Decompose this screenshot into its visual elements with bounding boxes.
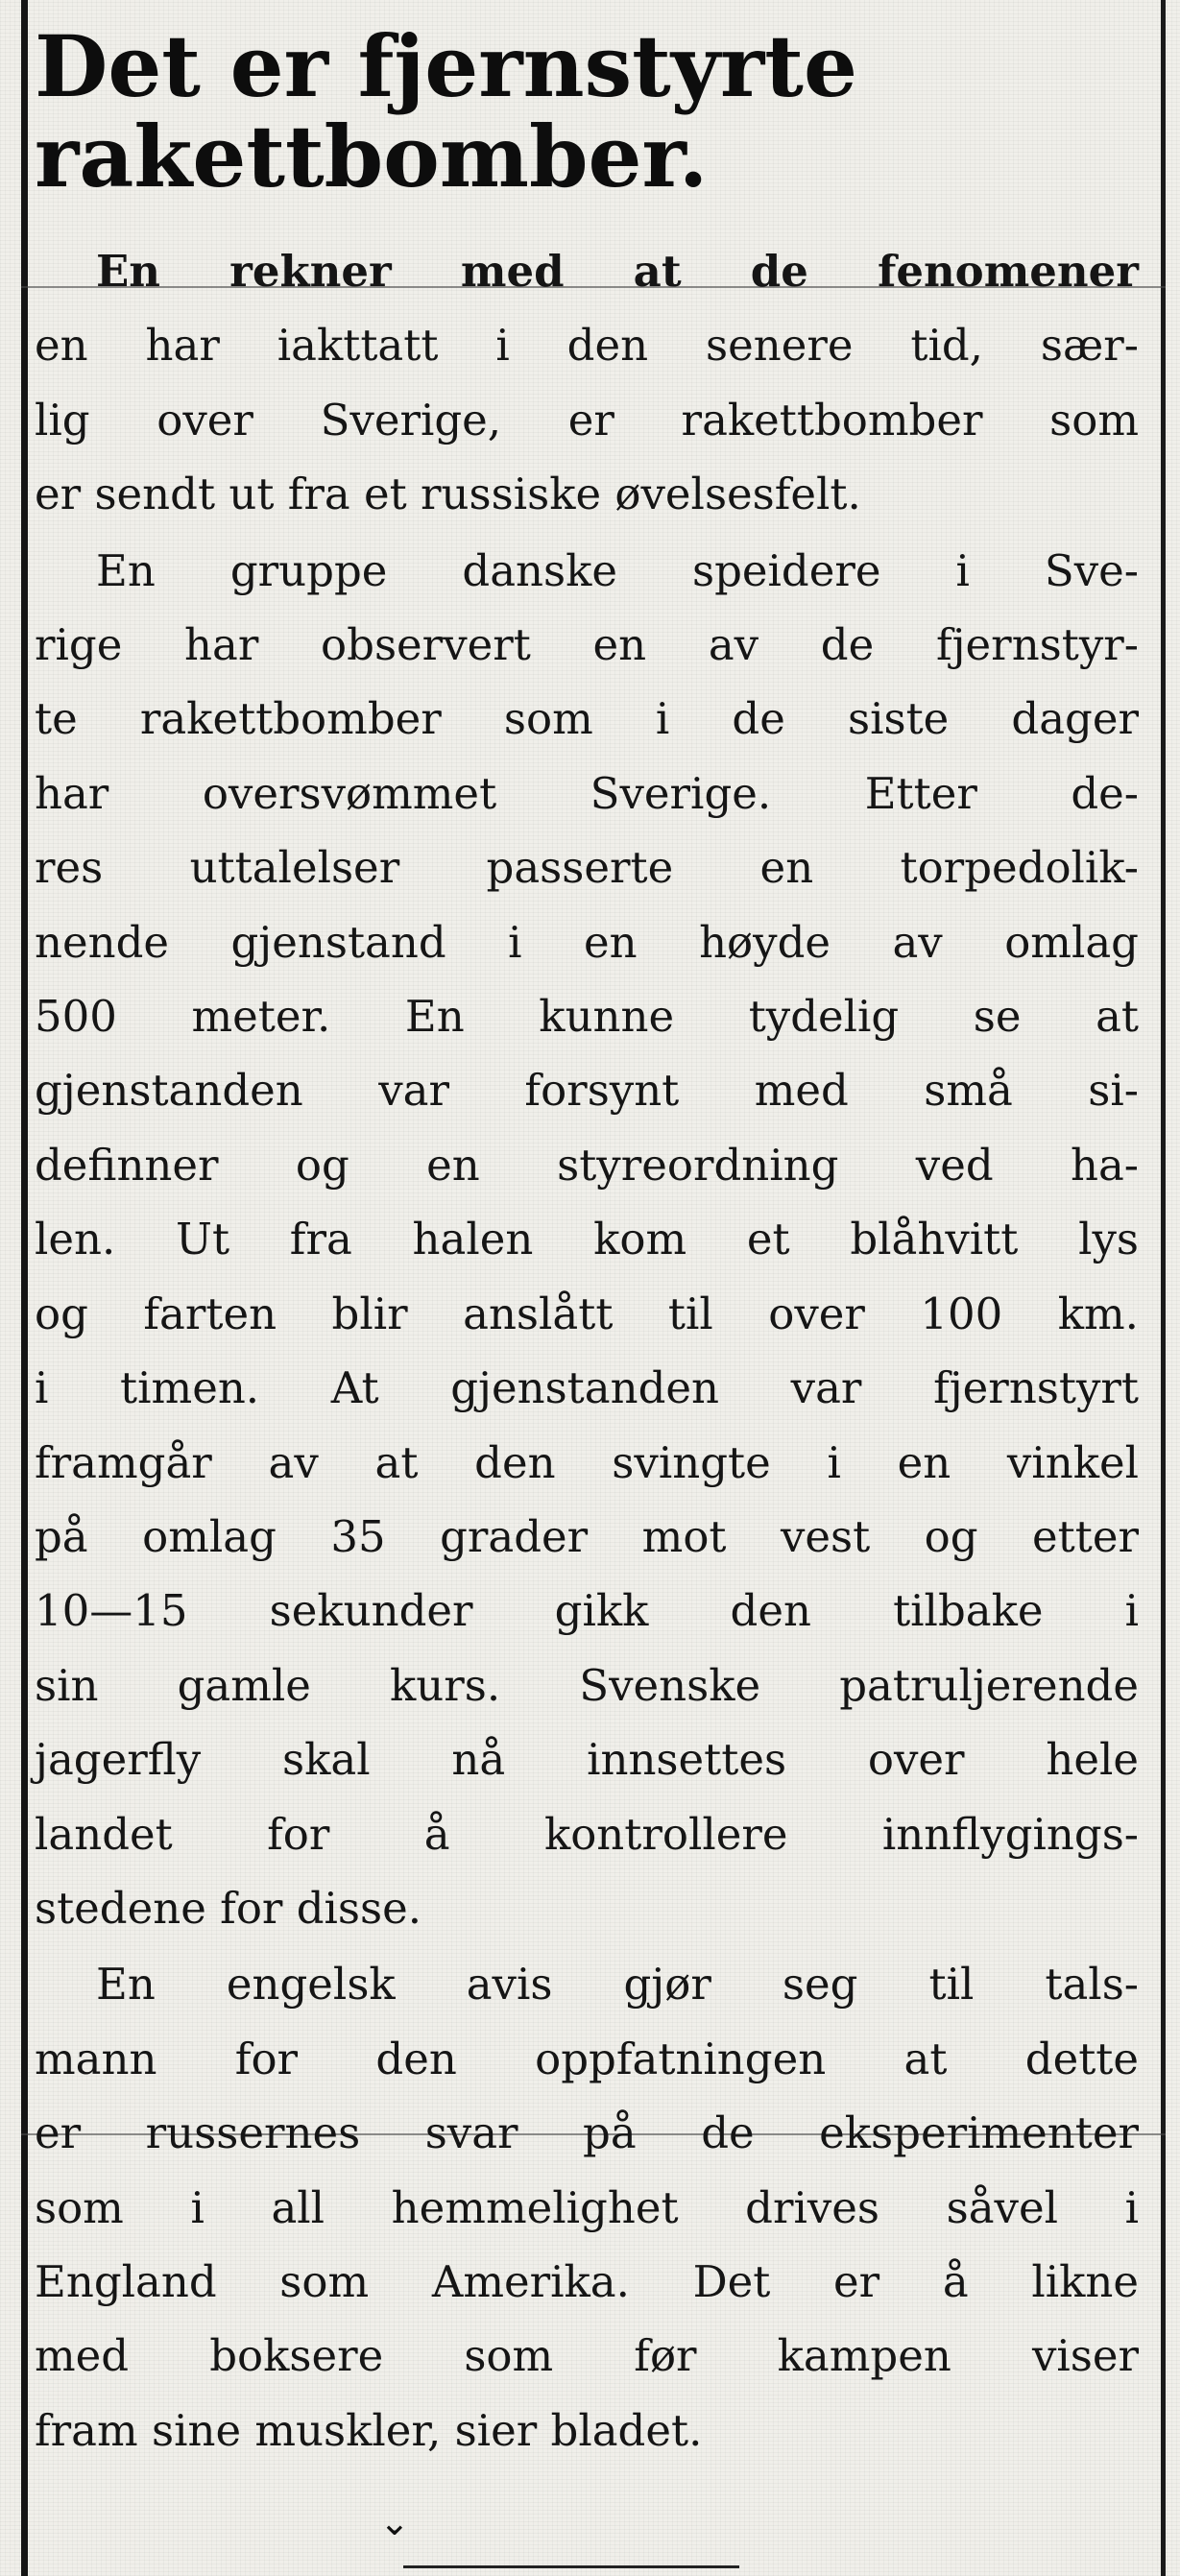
paragraph-english-paper (35, 1947, 1139, 2468)
headline-line: rakettbomber. (35, 107, 709, 206)
text-line: En gruppe danske speidere i Sve- (96, 544, 1139, 596)
text-line: En engelsk avis gjør seg til tals- (96, 1959, 1139, 2010)
text-line: En rekner med at de fenomener (96, 246, 1139, 297)
text-line: jagerfly skal nå innsettes over hele (35, 1734, 1139, 1786)
text-line: lig over Sverige, er rakettbomber som (35, 394, 1139, 445)
text-line: framgår av at den svingte i en vinkel (35, 1436, 1139, 1488)
text-line: te rakettbomber som i de siste dager (35, 693, 1139, 745)
text-line: fram sine muskler, sier bladet. (35, 2404, 703, 2456)
text-line: England som Amerika. Det er å likne (35, 2255, 1139, 2307)
headline-line: Det er fjernstyrte (35, 16, 857, 116)
text-line: en har iakttatt i den senere tid, sær- (35, 320, 1139, 372)
bottom-rule (403, 2565, 739, 2568)
text-line: 500 meter. En kunne tydelig se at (35, 991, 1139, 1043)
text-line: rige har observert en av de fjernstyr- (35, 619, 1139, 671)
text-line: er russernes svar på de eksperimenter (35, 2107, 1139, 2159)
text-line: res uttalelser passerte en torpedolik- (35, 842, 1139, 894)
text-line: stedene for disse. (35, 1882, 422, 1934)
text-line: 10—15 sekunder gikk den tilbake i (35, 1585, 1139, 1637)
text-line: nende gjenstand i en høyde av omlag (35, 916, 1139, 968)
text-line: med boksere som før kampen viser (35, 2330, 1139, 2382)
text-line: er sendt ut fra et russiske øvelsesfelt. (35, 469, 861, 520)
paragraph-sighting (35, 534, 1139, 1946)
text-line: gjenstanden var forsynt med små si- (35, 1065, 1139, 1117)
end-mark-icon: ⌄ (379, 2501, 410, 2543)
text-line: landet for å kontrollere innflygings- (35, 1808, 1139, 1860)
text-line: i timen. At gjenstanden var fjernstyrt (35, 1362, 1139, 1414)
text-line: på omlag 35 grader mot vest og etter (35, 1510, 1139, 1562)
news-article (35, 16, 1139, 2468)
text-line: har oversvømmet Sverige. Etter de- (35, 767, 1139, 819)
column-rule-right (1161, 0, 1166, 2576)
text-line: definner og en styreordning ved ha- (35, 1139, 1139, 1191)
paragraph-intro (35, 234, 1139, 532)
text-line: mann for den oppfatningen at dette (35, 2033, 1139, 2084)
text-line: len. Ut fra halen kom et blåhvitt lys (35, 1214, 1139, 1265)
headline (35, 16, 1139, 206)
text-line: og farten blir anslått til over 100 km. (35, 1288, 1139, 1339)
column-rule-left (21, 0, 28, 2576)
text-line: som i all hemmelighet drives såvel i (35, 2181, 1139, 2233)
text-line: sin gamle kurs. Svenske patruljerende (35, 1659, 1139, 1711)
